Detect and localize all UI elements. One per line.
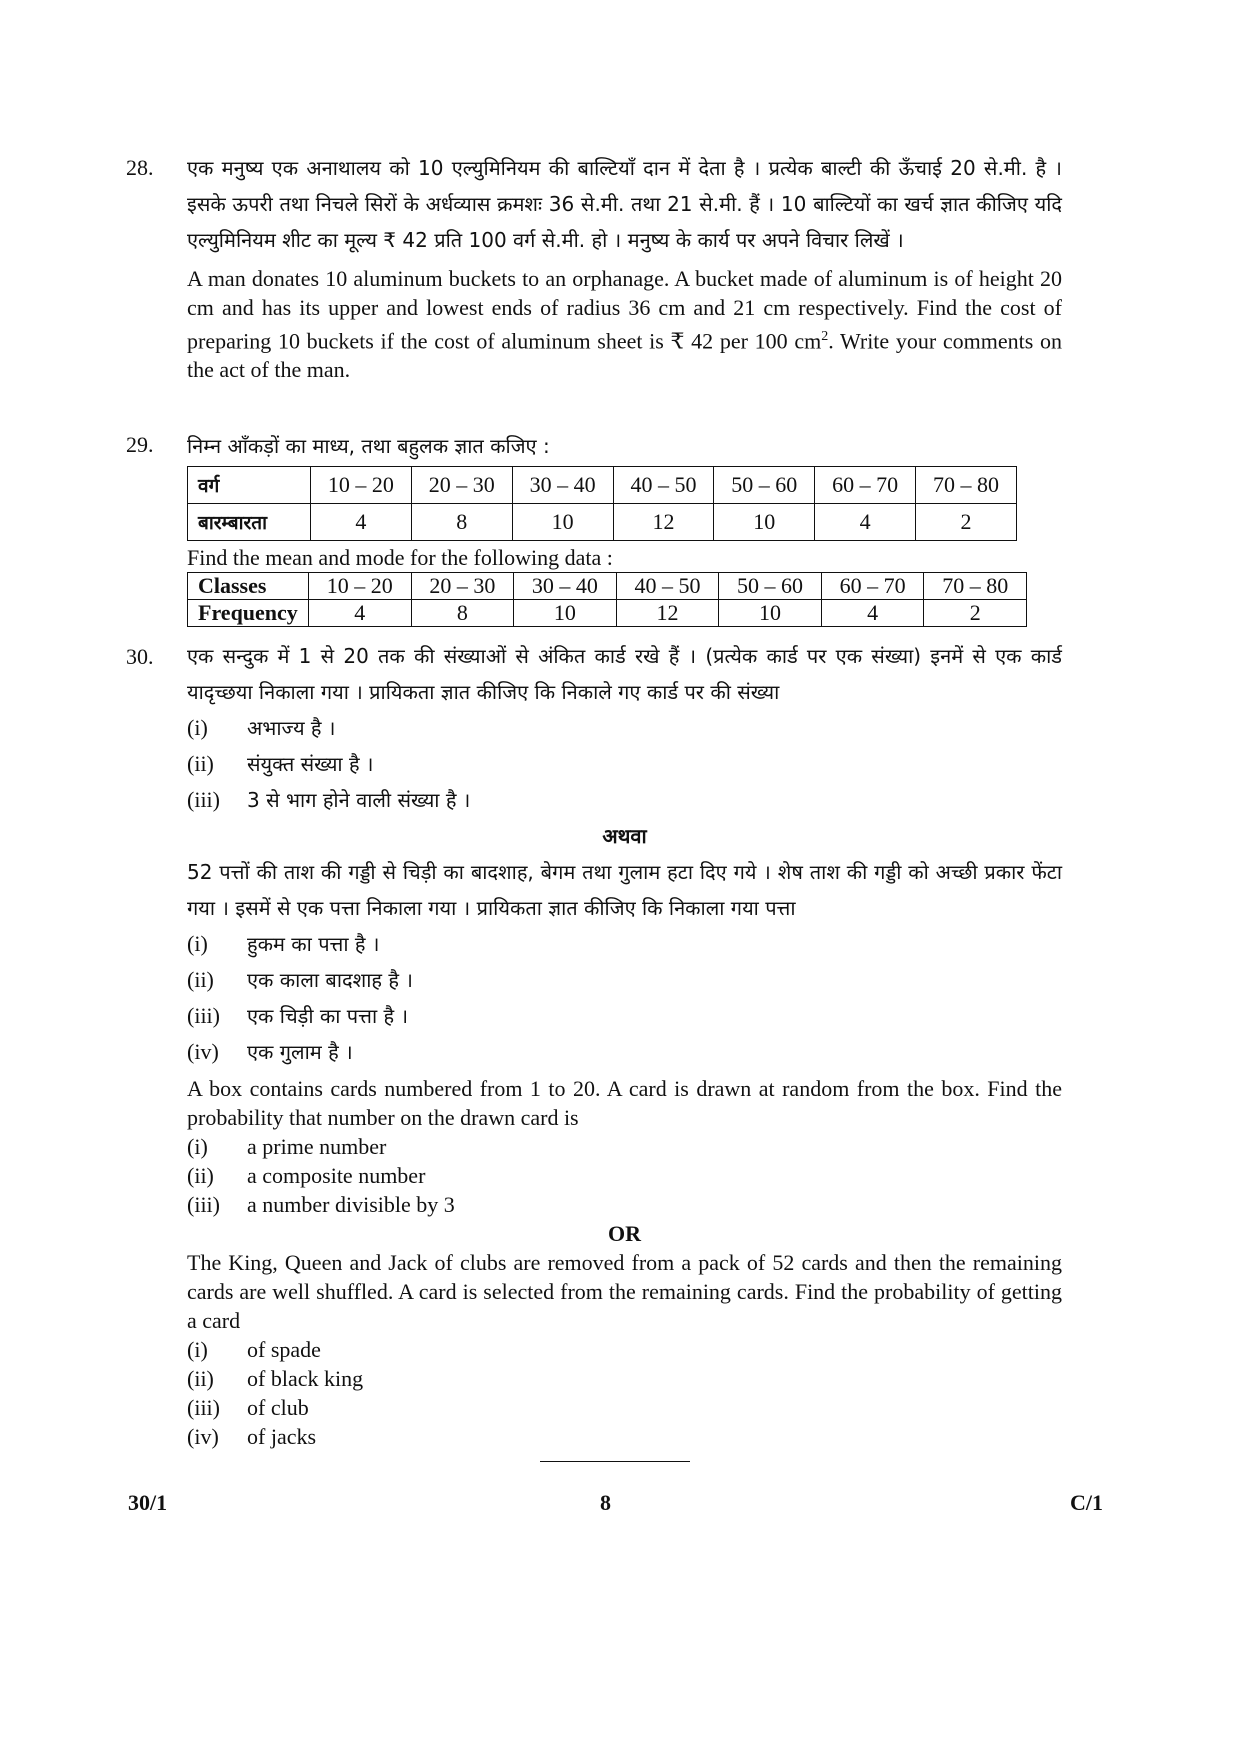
item-label: (iv): [187, 1424, 219, 1449]
item-label: (ii): [187, 967, 214, 992]
table-row: [188, 504, 1017, 541]
table-cell: 30 – 40: [512, 467, 613, 504]
superscript: 2: [821, 329, 829, 344]
table-cell: 4: [821, 600, 924, 627]
table-cell: 2: [924, 600, 1027, 627]
table-cell: 4: [311, 504, 412, 541]
question-30: [126, 638, 1062, 1451]
item-text: of black king: [247, 1366, 364, 1391]
question-29: [126, 428, 1062, 627]
list-item: [187, 998, 1062, 1034]
table-row: [188, 467, 1017, 504]
table-cell: 10: [714, 504, 815, 541]
table-cell: 10: [512, 504, 613, 541]
table-cell: 8: [411, 504, 512, 541]
table-cell: 40 – 50: [616, 573, 719, 600]
item-label: (iii): [187, 1395, 220, 1420]
list-item: [187, 1190, 1062, 1219]
item-label: (i): [187, 1337, 208, 1362]
table-header-cell: Classes: [188, 573, 309, 600]
item-text: a prime number: [247, 1134, 387, 1159]
question-number: 28.: [126, 155, 154, 180]
table-cell: 12: [613, 504, 714, 541]
question-text-hindi: निम्न आँकड़ों का माध्य, तथा बहुलक ज्ञात कजिए :: [187, 434, 550, 458]
table-cell: 20 – 30: [411, 573, 514, 600]
item-label: (iii): [187, 1192, 220, 1217]
table-cell: 60 – 70: [821, 573, 924, 600]
list-item: [187, 710, 1062, 746]
footer-code: 30/1: [128, 1490, 168, 1515]
end-rule: [540, 1461, 690, 1462]
item-label: (iii): [187, 787, 220, 812]
or-separator-english: OR: [608, 1221, 641, 1246]
data-table-hindi: [187, 466, 1017, 541]
table-cell: 50 – 60: [714, 467, 815, 504]
table-header-cell: वर्ग: [188, 467, 311, 504]
question-number: 29.: [126, 432, 154, 457]
data-table-english: [187, 572, 1027, 627]
question-text-english: Find the mean and mode for the following data :: [187, 545, 613, 570]
question-intro-hindi: एक सन्दुक में 1 से 20 तक की संख्याओं से अंकित कार्ड रखे हैं । (प्रत्येक कार्ड पर एक संख्या) इनमें से एक कार्ड यादृच्छया निकाला गया । प्रायिकता ज्ञात कीजिए कि निकाले गए कार्ड पर की संख्या: [187, 644, 1062, 704]
list-item: [187, 1132, 1062, 1161]
item-text: 3 से भाग होने वाली संख्या है ।: [247, 788, 471, 812]
item-label: (i): [187, 1134, 208, 1159]
item-text: of jacks: [247, 1424, 317, 1449]
list-item: [187, 1335, 1062, 1364]
item-text: एक चिड़ी का पत्ता है ।: [247, 1004, 409, 1028]
item-text: एक काला बादशाह है ।: [247, 968, 413, 992]
table-cell: 4: [815, 504, 916, 541]
question-text-english: [187, 264, 1062, 384]
item-text: a composite number: [247, 1163, 426, 1188]
list-item: [187, 962, 1062, 998]
footer-set: C/1: [1070, 1490, 1103, 1515]
list-item: [187, 1161, 1062, 1190]
list-item: [187, 1393, 1062, 1422]
item-text: अभाज्य है ।: [247, 716, 336, 740]
table-cell: 12: [616, 600, 719, 627]
item-label: (ii): [187, 751, 214, 776]
item-label: (i): [187, 931, 208, 956]
table-cell: 10 – 20: [311, 467, 412, 504]
list-item: [187, 1364, 1062, 1393]
question-number: 30.: [126, 644, 154, 669]
alt-question-intro-english: The King, Queen and Jack of clubs are removed from a pack of 52 cards and then the remaining cards are well shuffled. A card is selected from the remaining cards. Find the probability of getting a card: [187, 1250, 1062, 1333]
table-cell: 8: [411, 600, 514, 627]
footer-page-number: 8: [600, 1490, 611, 1515]
table-cell: 2: [916, 504, 1017, 541]
item-label: (i): [187, 715, 208, 740]
table-cell: 70 – 80: [924, 573, 1027, 600]
item-text: of spade: [247, 1337, 321, 1362]
item-label: (iv): [187, 1039, 219, 1064]
question-28: [126, 150, 1062, 384]
alt-question-intro-hindi: 52 पत्तों की ताश की गड्डी से चिड़ी का बादशाह, बेगम तथा गुलाम हटा दिए गये । शेष ताश की गड्डी को अच्छी प्रकार फेंटा गया । इसमें से एक पत्ता निकाला गया । प्रायिकता ज्ञात कीजिए कि निकाला गया पत्ता: [187, 860, 1062, 920]
table-cell: 40 – 50: [613, 467, 714, 504]
table-row: [188, 573, 1027, 600]
table-cell: 4: [309, 600, 412, 627]
table-cell: 60 – 70: [815, 467, 916, 504]
table-cell: 10 – 20: [309, 573, 412, 600]
question-intro-english: A box contains cards numbered from 1 to 20. A card is drawn at random from the box. Find the probability that number on the drawn card is: [187, 1076, 1062, 1130]
table-cell: 20 – 30: [411, 467, 512, 504]
table-row: [188, 600, 1027, 627]
item-label: (ii): [187, 1366, 214, 1391]
question-text-hindi: एक मनुष्य एक अनाथालय को 10 एल्युमिनियम की बाल्टियाँ दान में देता है । प्रत्येक बाल्टी की ऊँचाई 20 से.मी. है । इसके ऊपरी तथा निचले सिरों के अर्धव्यास क्रमशः 36 से.मी. तथा 21 से.मी. हैं । 10 बाल्टियों का खर्च ज्ञात कीजिए यदि एल्युमिनियम शीट का मूल्य ₹ 42 प्रति 100 वर्ग से.मी. हो । मनुष्य के कार्य पर अपने विचार लिखें ।: [187, 156, 1062, 252]
list-item: [187, 746, 1062, 782]
list-item: [187, 926, 1062, 962]
table-header-cell: Frequency: [188, 600, 309, 627]
item-text: एक गुलाम है ।: [247, 1040, 353, 1064]
list-item: [187, 1422, 1062, 1451]
table-cell: 70 – 80: [916, 467, 1017, 504]
list-item: [187, 1034, 1062, 1070]
item-label: (ii): [187, 1163, 214, 1188]
english-text: A man donates 10 aluminum buckets to an orphanage. A bucket made of aluminum is of height 20 cm and has its upper and lowest ends of radius 36 cm and 21 cm respectively. Find the cost of preparing 10 buckets if the cost of aluminum sheet is ₹ 42 per 100 cm: [187, 266, 1062, 354]
item-text: संयुक्त संख्या है ।: [247, 752, 374, 776]
item-text: of club: [247, 1395, 309, 1420]
table-cell: 10: [514, 600, 617, 627]
item-label: (iii): [187, 1003, 220, 1028]
english-text-tail: . Write your comments on the act of the man.: [187, 328, 1062, 383]
list-item: [187, 782, 1062, 818]
item-text: a number divisible by 3: [247, 1192, 455, 1217]
item-text: हुकम का पत्ता है ।: [247, 932, 380, 956]
table-cell: 50 – 60: [719, 573, 822, 600]
or-separator-hindi: अथवा: [602, 824, 647, 848]
table-header-cell: बारम्बारता: [188, 504, 311, 541]
table-cell: 30 – 40: [514, 573, 617, 600]
table-cell: 10: [719, 600, 822, 627]
